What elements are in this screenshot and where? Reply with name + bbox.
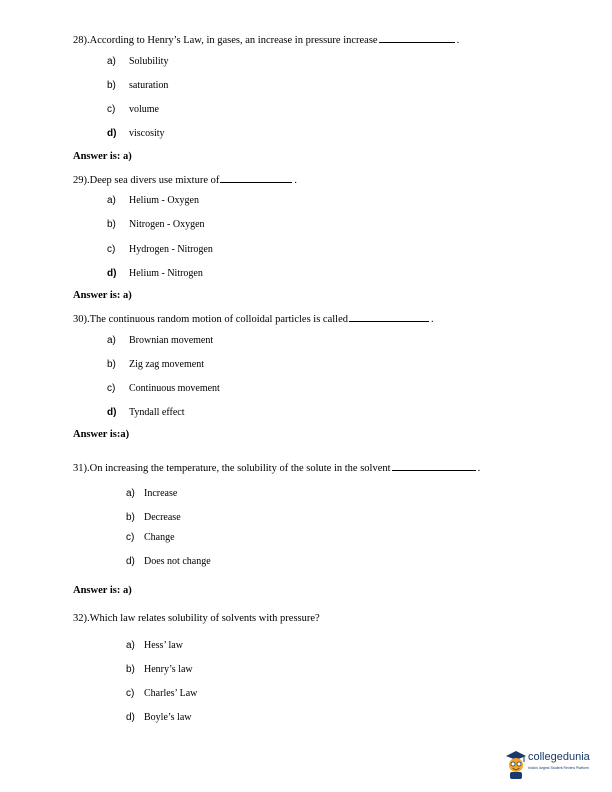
option-letter: c) [126, 688, 135, 699]
question-text: 28).According to Henry’s Law, in gases, an increase in pressure increase [73, 35, 378, 46]
answer-29: Answer is: a) [73, 290, 132, 301]
option-29-b [107, 219, 205, 230]
option-text: Hess’ law [144, 640, 183, 651]
question-text: 30).The continuous random motion of colloidal particles is called [73, 314, 348, 325]
question-28 [73, 33, 459, 46]
option-text: volume [129, 104, 159, 115]
option-text: Boyle’s law [144, 712, 192, 723]
option-text: Hydrogen - Nitrogen [129, 244, 213, 255]
option-text: Increase [144, 488, 178, 499]
collegedunia-logo [504, 747, 604, 781]
option-text: Charles’ Law [144, 688, 198, 699]
answer-31: Answer is: a) [73, 585, 132, 596]
option-letter: c) [107, 383, 116, 394]
logo-tagline: India's largest Student Review Platform [528, 766, 589, 770]
option-32-d [126, 712, 192, 723]
option-text: Tyndall effect [129, 407, 185, 418]
question-31 [73, 461, 480, 474]
question-text: 31).On increasing the temperature, the solubility of the solute in the solvent [73, 463, 391, 474]
option-letter: a) [107, 56, 116, 67]
answer-blank [379, 33, 455, 43]
option-text: Does not change [144, 556, 211, 567]
option-letter: b) [126, 664, 135, 675]
question-end: . [477, 463, 481, 474]
option-text: Continuous movement [129, 383, 220, 394]
answer-28: Answer is: a) [73, 151, 132, 162]
option-32-c [126, 688, 197, 699]
option-letter: b) [107, 80, 116, 91]
option-letter: b) [107, 219, 116, 230]
option-text: saturation [129, 80, 169, 91]
option-28-b [107, 80, 168, 91]
answer-blank [220, 173, 292, 183]
question-text: 29).Deep sea divers use mixture of [73, 175, 220, 186]
option-letter: a) [107, 195, 116, 206]
option-letter: a) [107, 335, 116, 346]
option-32-b [126, 664, 193, 675]
option-letter: d) [107, 128, 117, 139]
option-letter: a) [126, 488, 135, 499]
answer-blank [392, 461, 476, 471]
option-text: Change [144, 532, 175, 543]
option-28-a [107, 56, 168, 67]
option-letter: d) [126, 712, 135, 723]
option-text: Helium - Oxygen [129, 195, 199, 206]
option-29-a [107, 195, 199, 206]
mascot-icon [504, 748, 528, 780]
option-29-d [107, 268, 203, 279]
option-30-c [107, 383, 220, 394]
option-text: Zig zag movement [129, 359, 204, 370]
question-end: . [430, 314, 434, 325]
option-letter: d) [126, 556, 135, 567]
answer-blank [349, 312, 429, 322]
option-letter: c) [126, 532, 135, 543]
option-text: Solubility [129, 56, 169, 67]
option-letter: b) [107, 359, 116, 370]
option-text: Decrease [144, 512, 181, 523]
question-29 [73, 173, 297, 186]
logo-name: collegedunia [528, 751, 590, 763]
question-end: . [294, 175, 297, 186]
answer-30: Answer is:a) [73, 429, 130, 440]
option-31-b [126, 512, 181, 523]
option-29-c [107, 244, 213, 255]
option-letter: c) [107, 104, 116, 115]
option-text: Brownian movement [129, 335, 214, 346]
option-letter: d) [107, 407, 117, 418]
question-text: 32).Which law relates solubility of solvents with pressure? [73, 613, 320, 624]
option-28-c [107, 104, 159, 115]
option-32-a [126, 640, 183, 651]
option-letter: c) [107, 244, 116, 255]
option-31-d [126, 556, 211, 567]
question-30 [73, 312, 434, 325]
option-31-c [126, 532, 175, 543]
option-30-d [107, 407, 184, 418]
option-letter: b) [126, 512, 135, 523]
option-text: viscosity [129, 128, 165, 139]
option-28-d [107, 128, 165, 139]
option-31-a [126, 488, 177, 499]
option-30-b [107, 359, 204, 370]
option-text: Henry’s law [144, 664, 193, 675]
option-text: Nitrogen - Oxygen [129, 219, 205, 230]
question-32 [73, 613, 320, 624]
option-letter: a) [126, 640, 135, 651]
option-letter: d) [107, 268, 117, 279]
option-30-a [107, 335, 213, 346]
question-end: . [456, 35, 460, 46]
option-text: Helium - Nitrogen [129, 268, 203, 279]
